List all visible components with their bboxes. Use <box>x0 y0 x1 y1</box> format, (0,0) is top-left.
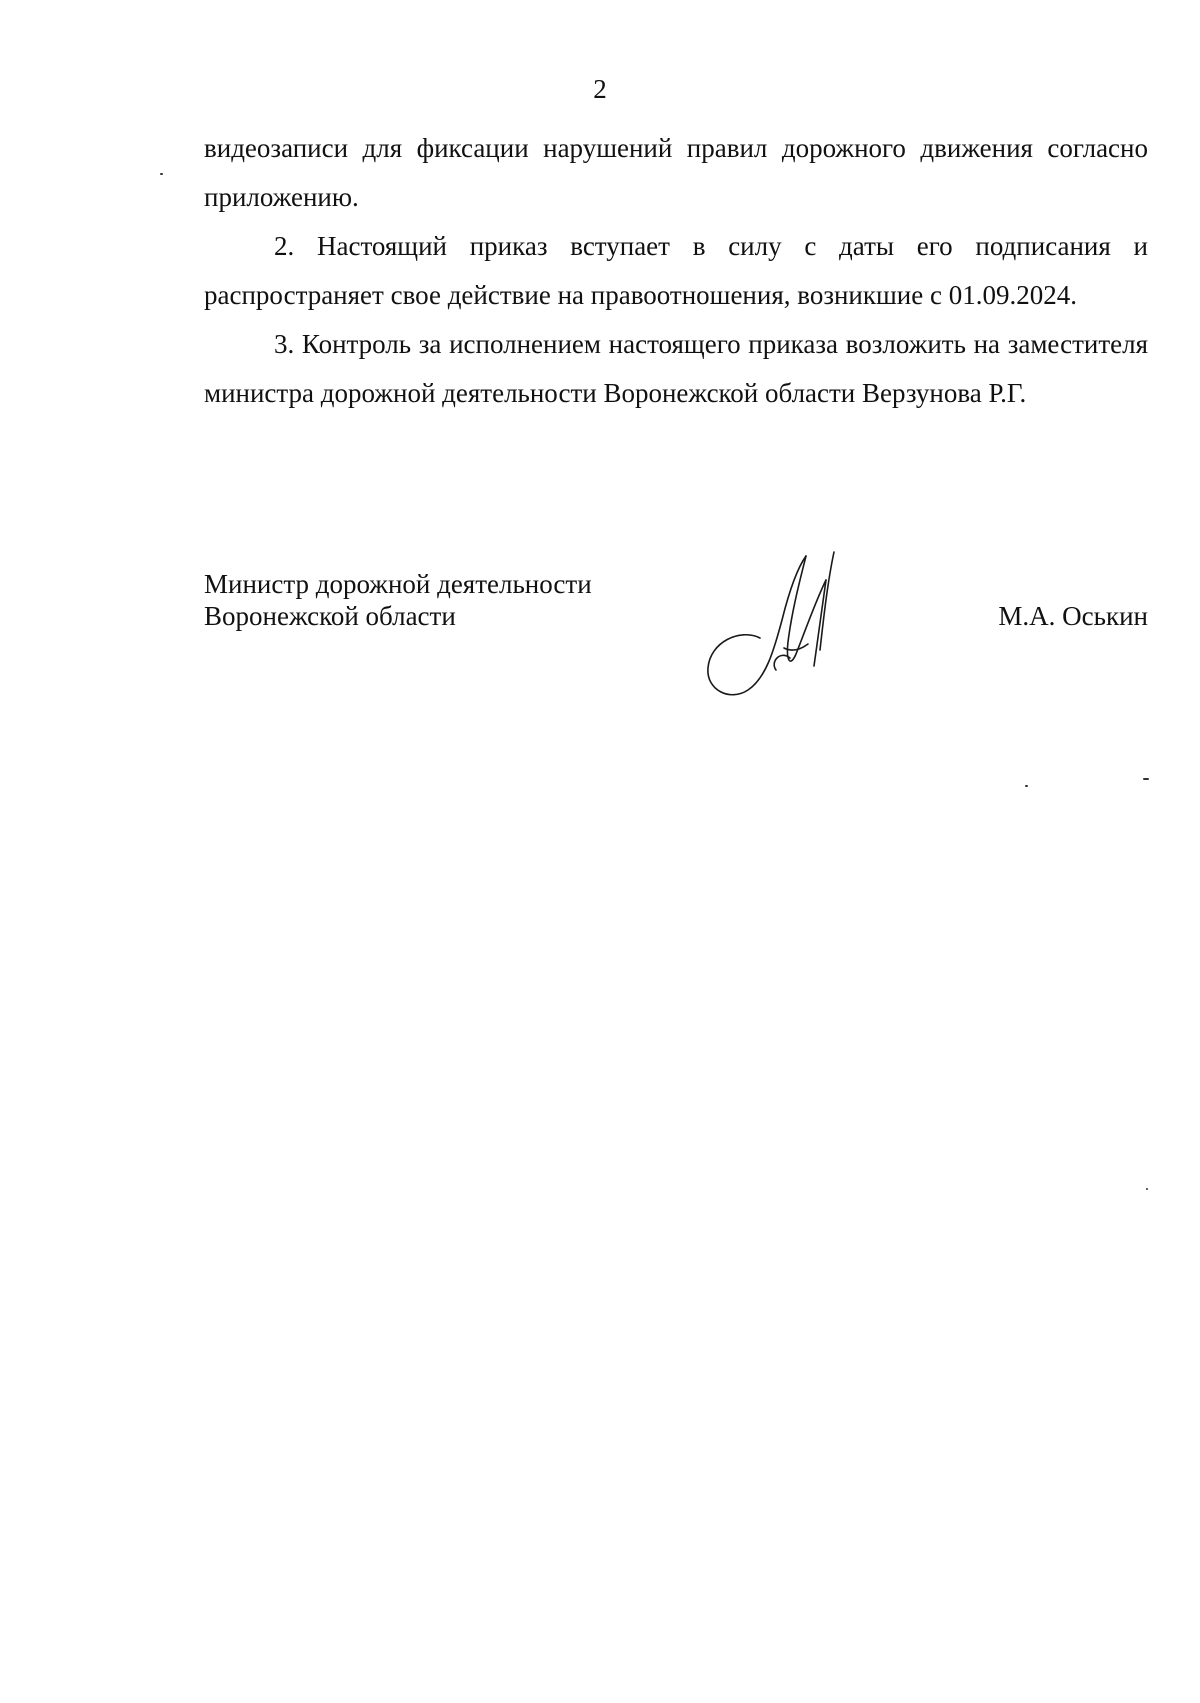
signatory-title-line2: Воронежской области <box>204 601 456 631</box>
scan-speck <box>1025 785 1028 787</box>
paragraph-control: 3. Контроль за исполнением настоящего приказа возложить на заместителя министра дорожной деятельности Воронежской области Верзунова Р.Г. <box>204 329 1148 408</box>
scan-speck <box>1143 778 1149 780</box>
signatory-name: М.А. Оськин <box>998 601 1148 631</box>
paragraph-continuation: видеозаписи для фиксации нарушений правил дорожного движения согласно приложению. <box>204 133 1148 212</box>
scan-speck <box>160 173 163 175</box>
scan-speck <box>1146 1188 1148 1190</box>
paragraph-effective-date: 2. Настоящий приказ вступает в силу с даты его подписания и распространяет свое действие на правоотношения, возникшие с 01.09.2024. <box>204 231 1148 310</box>
page-number: 2 <box>593 74 607 104</box>
handwritten-signature <box>700 550 870 710</box>
signatory-title-line1: Министр дорожной деятельности <box>204 569 592 599</box>
document-body <box>204 124 1148 418</box>
signatory-title <box>204 568 592 632</box>
